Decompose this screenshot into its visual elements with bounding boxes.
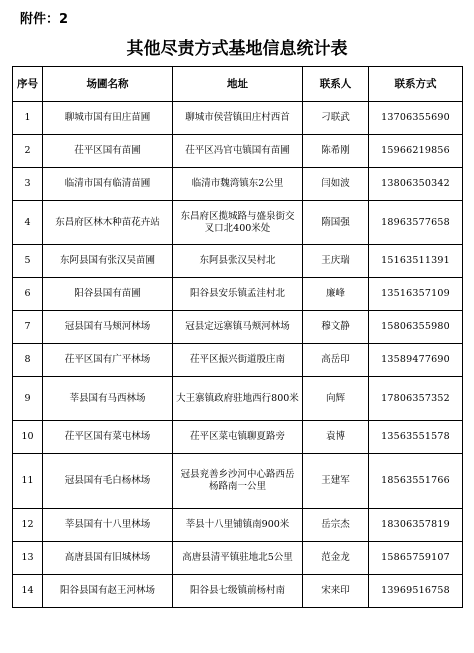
cell-no: 1 <box>13 102 43 135</box>
cell-contact-phone: 15865759107 <box>369 542 463 575</box>
cell-no: 4 <box>13 201 43 245</box>
cell-no: 2 <box>13 135 43 168</box>
cell-contact-person: 穆文静 <box>303 311 369 344</box>
cell-contact-phone: 13706355690 <box>369 102 463 135</box>
table-row <box>13 542 463 575</box>
cell-address: 阳谷县安乐镇孟洼村北 <box>173 278 303 311</box>
cell-contact-phone: 17806357352 <box>369 377 463 421</box>
cell-contact-person: 范金龙 <box>303 542 369 575</box>
table-header-row <box>13 67 463 102</box>
cell-address: 聊城市侯营镇田庄村西首 <box>173 102 303 135</box>
cell-contact-person: 向辉 <box>303 377 369 421</box>
cell-no: 13 <box>13 542 43 575</box>
cell-contact-phone: 15806355980 <box>369 311 463 344</box>
document-title: 其他尽责方式基地信息统计表 <box>126 39 348 59</box>
cell-address: 茌平区冯官屯镇国有苗圃 <box>173 135 303 168</box>
cell-name: 阳谷县国有赵王河林场 <box>43 575 173 608</box>
cell-contact-person: 王庆瑞 <box>303 245 369 278</box>
header-no: 序号 <box>13 67 43 102</box>
header-address: 地址 <box>173 67 303 102</box>
cell-address: 冠县兖善乡沙河中心路西岳杨路南一公里 <box>173 454 303 509</box>
header-contact-person: 联系人 <box>303 67 369 102</box>
cell-contact-phone: 18563551766 <box>369 454 463 509</box>
table-body <box>13 102 463 608</box>
cell-contact-phone: 18306357819 <box>369 509 463 542</box>
cell-contact-phone: 18963577658 <box>369 201 463 245</box>
table-row <box>13 102 463 135</box>
cell-contact-person: 袁博 <box>303 421 369 454</box>
cell-address: 茌平区菜屯镇聊夏路旁 <box>173 421 303 454</box>
cell-contact-person: 陈希刚 <box>303 135 369 168</box>
table-row <box>13 278 463 311</box>
cell-no: 7 <box>13 311 43 344</box>
cell-name: 莘县国有马西林场 <box>43 377 173 421</box>
cell-address: 冠县定远寨镇马颊河林场 <box>173 311 303 344</box>
cell-contact-person: 宋来印 <box>303 575 369 608</box>
cell-no: 9 <box>13 377 43 421</box>
cell-contact-person: 岳宗杰 <box>303 509 369 542</box>
cell-name: 临清市国有临清苗圃 <box>43 168 173 201</box>
cell-address: 莘县十八里铺镇南900米 <box>173 509 303 542</box>
header-contact-phone: 联系方式 <box>369 67 463 102</box>
cell-contact-person: 高岳印 <box>303 344 369 377</box>
cell-no: 12 <box>13 509 43 542</box>
cell-address: 大王寨镇政府驻地西行800米 <box>173 377 303 421</box>
table-row <box>13 311 463 344</box>
base-info-table <box>12 66 463 608</box>
cell-contact-person: 王建军 <box>303 454 369 509</box>
table-row <box>13 245 463 278</box>
table-row <box>13 509 463 542</box>
cell-contact-phone: 15966219856 <box>369 135 463 168</box>
cell-contact-person: 廉峰 <box>303 278 369 311</box>
cell-contact-person: 刁联武 <box>303 102 369 135</box>
cell-no: 11 <box>13 454 43 509</box>
cell-address: 东阿县张汉吴村北 <box>173 245 303 278</box>
cell-name: 东昌府区林木种苗花卉站 <box>43 201 173 245</box>
attachment-label: 附件：2 <box>20 12 69 27</box>
table-row <box>13 168 463 201</box>
cell-name: 冠县国有毛白杨林场 <box>43 454 173 509</box>
cell-no: 5 <box>13 245 43 278</box>
table-row <box>13 454 463 509</box>
cell-no: 3 <box>13 168 43 201</box>
table-row <box>13 201 463 245</box>
cell-name: 冠县国有马颊河林场 <box>43 311 173 344</box>
cell-name: 聊城市国有田庄苗圃 <box>43 102 173 135</box>
table-row <box>13 421 463 454</box>
cell-contact-phone: 15163511391 <box>369 245 463 278</box>
cell-address: 临清市魏湾镇东2公里 <box>173 168 303 201</box>
cell-no: 14 <box>13 575 43 608</box>
cell-no: 8 <box>13 344 43 377</box>
cell-contact-person: 闫如波 <box>303 168 369 201</box>
cell-contact-person: 隋国强 <box>303 201 369 245</box>
cell-no: 10 <box>13 421 43 454</box>
cell-contact-phone: 13969516758 <box>369 575 463 608</box>
cell-contact-phone: 13806350342 <box>369 168 463 201</box>
cell-name: 茌平区国有广平林场 <box>43 344 173 377</box>
cell-name: 茌平区国有苗圃 <box>43 135 173 168</box>
cell-contact-phone: 13563551578 <box>369 421 463 454</box>
cell-name: 茌平区国有菜屯林场 <box>43 421 173 454</box>
cell-name: 东阿县国有张汉吴苗圃 <box>43 245 173 278</box>
cell-name: 高唐县国有旧城林场 <box>43 542 173 575</box>
table-row <box>13 344 463 377</box>
cell-address: 高唐县清平镇驻地北5公里 <box>173 542 303 575</box>
cell-contact-phone: 13516357109 <box>369 278 463 311</box>
cell-contact-phone: 13589477690 <box>369 344 463 377</box>
cell-name: 莘县国有十八里林场 <box>43 509 173 542</box>
table-row <box>13 377 463 421</box>
cell-no: 6 <box>13 278 43 311</box>
cell-address: 茌平区振兴街道殷庄南 <box>173 344 303 377</box>
table-row <box>13 135 463 168</box>
cell-address: 阳谷县七级镇前杨村南 <box>173 575 303 608</box>
table-row <box>13 575 463 608</box>
cell-address: 东昌府区揽城路与盛泉街交叉口北400米处 <box>173 201 303 245</box>
header-name: 场圃名称 <box>43 67 173 102</box>
cell-name: 阳谷县国有苗圃 <box>43 278 173 311</box>
